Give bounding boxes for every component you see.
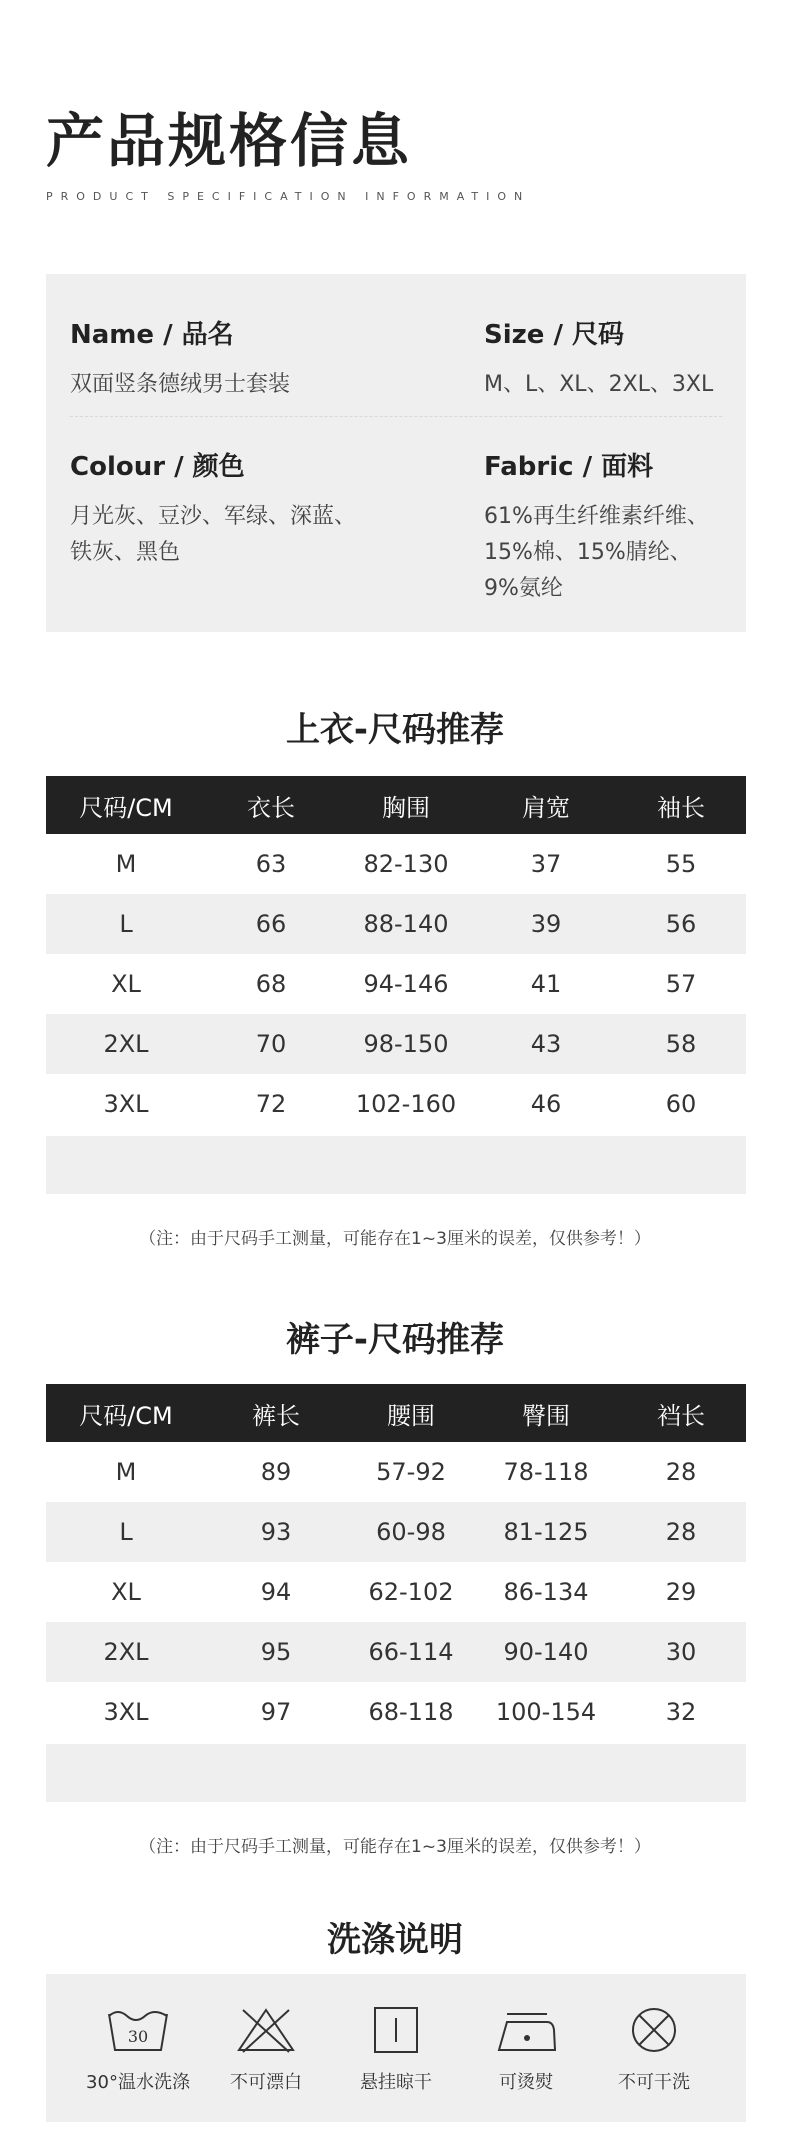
pants-table-note: （注：由于尺码手工测量，可能存在1~3厘米的误差，仅供参考！） [139, 1837, 651, 1857]
table-cell: 97 [260, 1698, 292, 1726]
spec-fabric-label: Fabric / 面料 [484, 452, 654, 482]
spec-box [46, 274, 746, 632]
spec-name-label: Name / 品名 [70, 320, 234, 350]
spec-fabric-line: 15%棉、15%腈纶、 [484, 540, 692, 565]
table-header-cell: 臀围 [522, 1401, 570, 1430]
table-cell: 32 [665, 1698, 697, 1726]
table-cell: 93 [260, 1518, 292, 1546]
table-header-cell: 衣长 [247, 793, 295, 822]
spec-colour-label: Colour / 颜色 [70, 452, 245, 482]
spec-colour [70, 446, 356, 571]
table-cell: 57 [665, 970, 697, 998]
table-cell: 68 [255, 970, 287, 998]
spec-fabric-value [484, 499, 709, 607]
table-cell: 102-160 [355, 1090, 457, 1118]
table-row [46, 1562, 746, 1622]
table-cell: 89 [260, 1458, 292, 1486]
table-cell: 39 [530, 910, 562, 938]
spec-fabric [484, 446, 709, 607]
table-cell: 60 [665, 1090, 697, 1118]
spec-colour-value [70, 499, 356, 571]
table-cell: 41 [530, 970, 562, 998]
table-row [46, 1682, 746, 1742]
table-cell: 95 [260, 1638, 292, 1666]
table-cell: 94 [260, 1578, 292, 1606]
wash-temp-text: 30 [127, 2027, 149, 2046]
table-header-cell: 尺码/CM [79, 1401, 173, 1430]
table-cell: 28 [665, 1518, 697, 1546]
table-cell: 29 [665, 1578, 697, 1606]
hang-dry-icon [361, 2004, 431, 2056]
table-cell: 30 [665, 1638, 697, 1666]
table-row [46, 954, 746, 1014]
table-cell: 56 [665, 910, 697, 938]
wash-30-icon [103, 2004, 173, 2056]
pants-table-title: 裤子-尺码推荐 [285, 1320, 505, 1360]
table-header-cell: 裆长 [657, 1401, 705, 1430]
table-cell: 86-134 [503, 1578, 589, 1606]
spec-name [70, 314, 290, 403]
table-cell: 78-118 [503, 1458, 589, 1486]
spec-colour-line: 铁灰、黑色 [70, 540, 181, 565]
table-cell: 88-140 [363, 910, 449, 938]
table-cell: 2XL [103, 1638, 149, 1666]
wash-item [336, 2004, 456, 2094]
table-header-cell: 袖长 [657, 793, 705, 822]
table-header-cell: 胸围 [382, 793, 430, 822]
table-header-cell: 腰围 [387, 1401, 435, 1430]
table-header-row [46, 1384, 746, 1442]
top-size-table [46, 776, 746, 1194]
table-cell: 100-154 [495, 1698, 597, 1726]
table-cell: 58 [665, 1030, 697, 1058]
table-cell: M [115, 850, 137, 878]
page-subtitle: PRODUCT SPECIFICATION INFORMATION [46, 190, 531, 203]
table-row [46, 834, 746, 894]
page-title: 产品规格信息 [46, 107, 413, 175]
spec-size-label: Size / 尺码 [484, 320, 625, 350]
table-cell: 28 [665, 1458, 697, 1486]
table-cell: 70 [255, 1030, 287, 1058]
spec-divider [70, 416, 722, 417]
table-cell: 98-150 [363, 1030, 449, 1058]
table-cell: 68-118 [368, 1698, 454, 1726]
wash-label: 悬挂晾干 [360, 2072, 432, 2093]
wash-label: 不可漂白 [230, 2072, 302, 2093]
no-dry-clean-icon [619, 2004, 689, 2056]
table-row [46, 1014, 746, 1074]
table-cell: 46 [530, 1090, 562, 1118]
table-row [46, 1442, 746, 1502]
table-cell: 81-125 [503, 1518, 589, 1546]
spec-size [484, 314, 713, 403]
table-row [46, 1622, 746, 1682]
table-cell: 3XL [103, 1698, 149, 1726]
table-blank-row [46, 1744, 746, 1802]
table-cell: L [119, 1518, 133, 1546]
spec-name-value: 双面竖条德绒男士套装 [70, 372, 291, 397]
table-cell: 82-130 [363, 850, 449, 878]
wash-item [466, 2004, 586, 2094]
washing-box [46, 1974, 746, 2122]
table-cell: 62-102 [368, 1578, 454, 1606]
table-cell: 3XL [103, 1090, 149, 1118]
page-header [46, 107, 531, 203]
no-bleach-icon [231, 2004, 301, 2056]
table-cell: 66 [255, 910, 287, 938]
table-blank-row [46, 1136, 746, 1194]
table-cell: XL [111, 1578, 141, 1606]
table-row [46, 1502, 746, 1562]
table-header-row [46, 776, 746, 834]
spec-colour-line: 月光灰、豆沙、军绿、深蓝、 [70, 504, 357, 529]
table-cell: 66-114 [368, 1638, 454, 1666]
wash-label: 30°温水洗涤 [86, 2072, 190, 2093]
wash-item [594, 2004, 714, 2094]
table-row [46, 894, 746, 954]
table-header-cell: 裤长 [252, 1401, 300, 1430]
top-table-title: 上衣-尺码推荐 [285, 710, 505, 750]
table-cell: 72 [255, 1090, 287, 1118]
table-cell: 2XL [103, 1030, 149, 1058]
washing-title: 洗涤说明 [327, 1920, 463, 1960]
wash-item [78, 2004, 198, 2094]
table-cell: L [119, 910, 133, 938]
iron-icon [491, 2004, 561, 2056]
spec-fabric-line: 9%氨纶 [484, 576, 563, 601]
table-cell: 57-92 [376, 1458, 446, 1486]
table-header-cell: 尺码/CM [79, 793, 173, 822]
table-cell: 90-140 [503, 1638, 589, 1666]
spec-fabric-line: 61%再生纤维素纤维、 [484, 504, 709, 529]
table-cell: XL [111, 970, 141, 998]
table-cell: 37 [530, 850, 562, 878]
table-cell: 43 [530, 1030, 562, 1058]
table-cell: 63 [255, 850, 287, 878]
table-header-cell: 肩宽 [522, 793, 570, 822]
pants-size-table [46, 1384, 746, 1802]
table-cell: 55 [665, 850, 697, 878]
wash-item [206, 2004, 326, 2094]
wash-label: 可烫熨 [499, 2072, 553, 2093]
table-cell: 60-98 [376, 1518, 446, 1546]
top-table-note: （注：由于尺码手工测量，可能存在1~3厘米的误差，仅供参考！） [139, 1229, 651, 1249]
table-cell: M [115, 1458, 137, 1486]
table-row [46, 1074, 746, 1134]
table-cell: 94-146 [363, 970, 449, 998]
spec-size-value: M、L、XL、2XL、3XL [484, 372, 714, 397]
wash-label: 不可干洗 [618, 2072, 690, 2093]
